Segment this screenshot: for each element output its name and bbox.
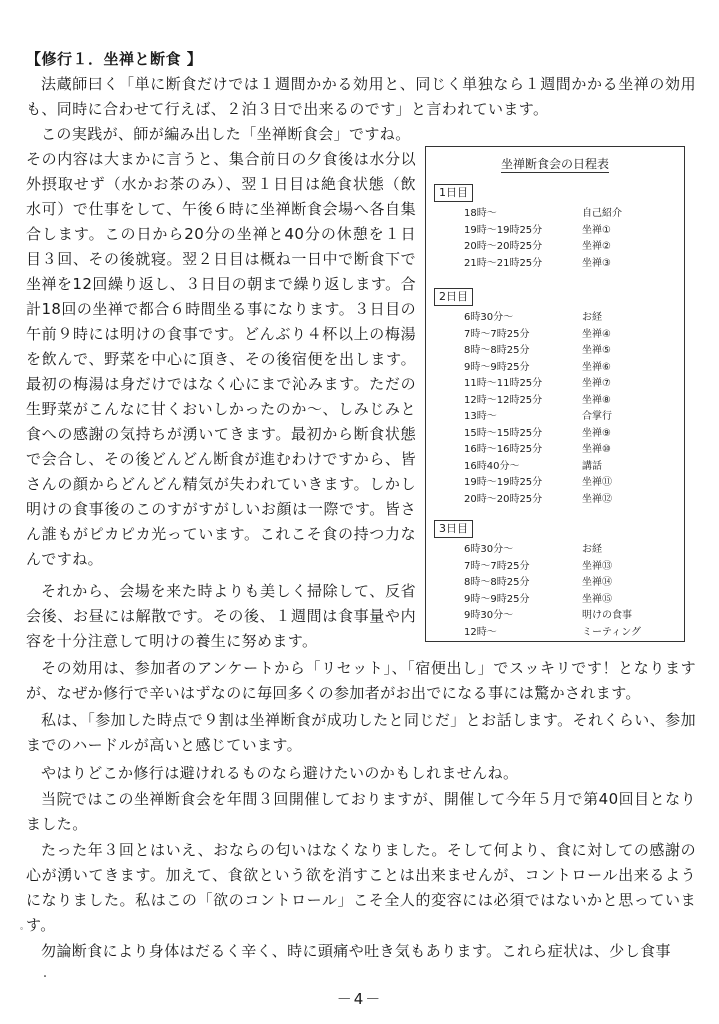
schedule-row: 9時30分～ 明けの食事 xyxy=(464,610,632,621)
schedule-row: 20時～20時25分 坐禅② xyxy=(464,241,611,252)
schedule-row: 19時～19時25分 坐禅① xyxy=(464,224,611,236)
schedule-row: 20時～20時25分 坐禅⑫ xyxy=(464,493,612,505)
paragraph-7: やはりどこか修行は避けれるものなら避けたいのかもしれませんね。 xyxy=(41,764,519,782)
schedule-row: 8時～8時25分 坐禅⑤ xyxy=(464,345,611,356)
schedule-row: 21時～21時25分 坐禅③ xyxy=(464,257,611,269)
paragraph-5: その効用は、参加者のアンケートから「リセット」、「宿便出し」でスッキリです！となりますが、なぜか修行で辛いはずなのに毎回多くの参加者がお出でになる事には驚かされます。 xyxy=(26,659,696,702)
schedule-row: 18時～ 自己紹介 xyxy=(464,208,622,219)
schedule-row: 16時40分～ 講話 xyxy=(464,460,602,472)
schedule-row: 9時～9時25分 坐禅⑥ xyxy=(464,361,611,373)
schedule-row: 9時～9時25分 坐禅⑮ xyxy=(464,593,612,605)
schedule-row: 11時～11時25分 坐禅⑦ xyxy=(464,378,611,389)
schedule-title: 坐禅断食会の日程表 xyxy=(500,157,609,171)
section-heading: 【修行１．坐禅と断食 】 xyxy=(26,50,203,68)
schedule-row: 6時30分～ お経 xyxy=(464,544,602,555)
paragraph-6: 私は、「参加した時点で９割は坐禅断食が成功したと同じだ」とお話します。それくらい、参加までのハードルが高いと感じています。 xyxy=(26,711,696,754)
paragraph-9: たった年３回とはいえ、おならの匂いはなくなりました。そして何より、食に対しての感謝の心が湧いてきます。加えて、食欲という欲を消すことは出来ませんが、コントロール出来るようになりました。私はこの「欲のコントロール」こそ全人的変容には必須ではないかと思っています。 xyxy=(26,841,696,934)
schedule-row: 19時～19時25分 坐禅⑪ xyxy=(464,477,612,488)
schedule-row: 12時～ ミーティング xyxy=(464,626,641,638)
day-label: 2日目 xyxy=(434,288,473,306)
day-label: 3日目 xyxy=(434,520,473,538)
schedule-row: 12時～12時25分 坐禅⑧ xyxy=(464,394,611,406)
paragraph-10: 勿論断食により身体はだるく辛く、時に頭痛や吐き気もあります。これら症状は、少し食事 xyxy=(41,942,671,960)
schedule-row: 6時30分～ お経 xyxy=(464,312,602,323)
schedule-row: 13時～ 合掌行 xyxy=(464,411,612,422)
paragraph-2: この実践が、師が編み出した「坐禅断食会」ですね。 xyxy=(41,125,411,143)
scan-speck: ・ xyxy=(40,972,50,983)
schedule-day-2 xyxy=(434,285,678,508)
schedule-row: 16時～16時25分 坐禅⑩ xyxy=(464,444,611,455)
schedule-row: 8時～8時25分 坐禅⑭ xyxy=(464,577,612,588)
paragraph-4: それから、会場を来た時よりも美しく掃除して、反省会後、お昼には解散です。その後、１週間は食事量や内容を十分注意して明けの養生に努めます。 xyxy=(26,582,416,650)
schedule-day-3 xyxy=(434,517,678,641)
schedule-row: 15時～15時25分 坐禅⑨ xyxy=(464,427,611,439)
page-number: －4－ xyxy=(336,990,383,1008)
scan-speck: ﾟ xyxy=(20,928,25,939)
paragraph-3: その内容は大まかに言うと、集合前日の夕食後は水分以外摂取せず（水かお茶のみ）、翌１日目は絶食状態（飲水可）で仕事をして、午後６時に坐禅断食会場へ各自集合します。この日から20分の坐禅と40分の休憩を１日目３回、その後就寝。翌２日目は概ね一日中で断食下で坐禅を12回繰り返し、３日目の朝まで繰り返します。合計18回の坐禅で都合６時間坐る事になります。３日目の午前９時には明けの食事です。どんぶり４杯以上の梅湯を飲んで、野菜を中心に頂き、その後宿便を出します。最初の梅湯は身だけではなく心にまで沁みます。ただの生野菜がこんなに甘くおいしかったのか～、しみじみと食への感謝の気持ちが湧いてきます。最初から断食状態で会合し、その後どんどん断食が進むわけですから、皆さんの顔からどんどん精気が失われていきます。しかし明けの食事後のこのすがすがしいお顔は一際です。皆さん誰もがピカピカ光っています。これこそ食の持つ力なんですね。 xyxy=(26,150,416,568)
paragraph-8: 当院ではこの坐禅断食会を年間３回開催しておりますが、開催して今年５月で第40回目となりました。 xyxy=(26,790,696,833)
schedule-row: 7時～7時25分 坐禅⑬ xyxy=(464,560,612,572)
schedule-box xyxy=(425,146,685,642)
schedule-row: 7時～7時25分 坐禅④ xyxy=(464,328,611,340)
day-label: 1日目 xyxy=(434,184,473,202)
paragraph-1: 法蔵師曰く「単に断食だけでは１週間かかる効用と、同じく単独なら１週間かかる坐禅の効用も、同時に合わせて行えば、２泊３日で出来るのです」と言われています。 xyxy=(26,75,696,118)
schedule-day-1 xyxy=(434,181,678,272)
